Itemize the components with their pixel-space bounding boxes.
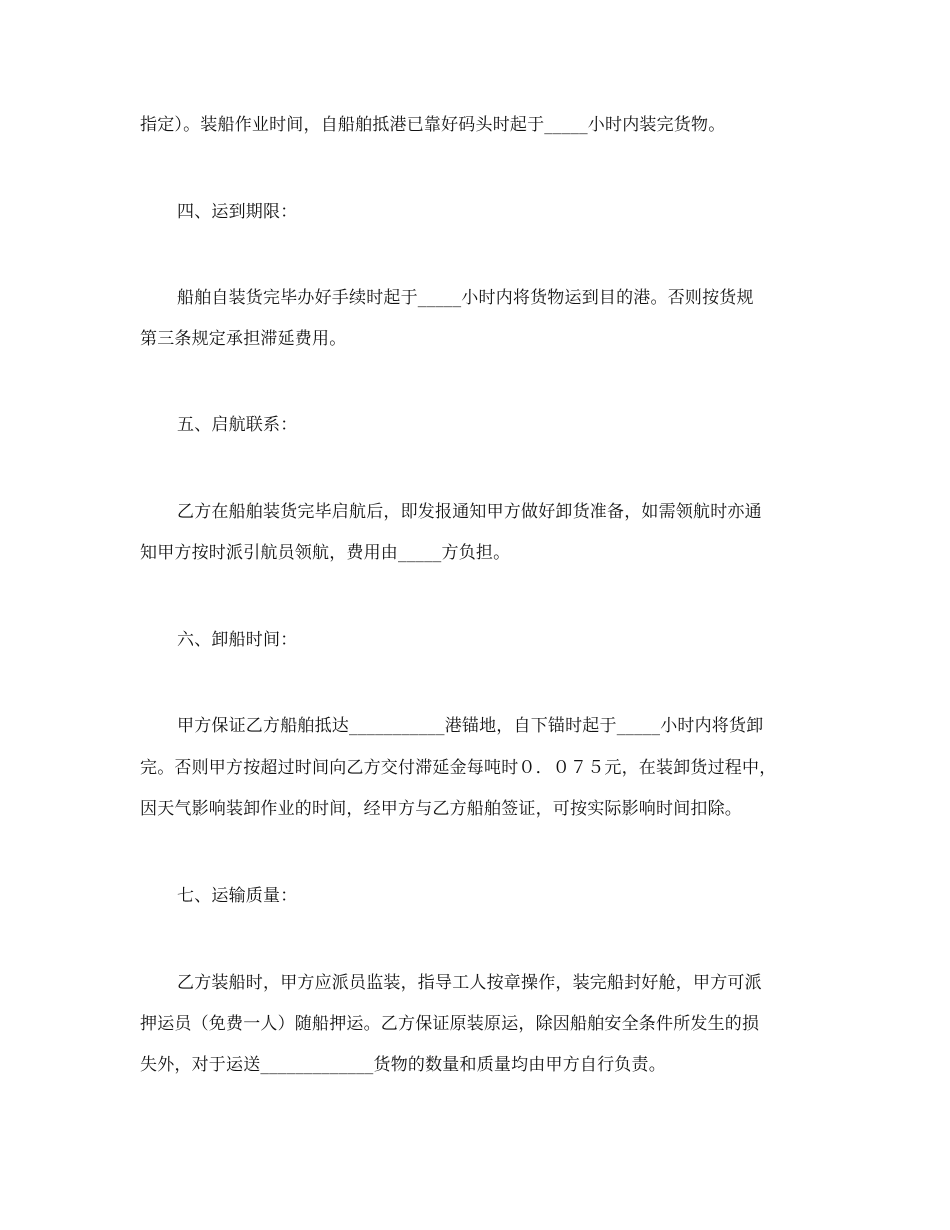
paragraph-line: 甲方保证乙方船舶抵达___________港锚地，自下锚时起于_____小时内将货卸 (177, 716, 764, 736)
paragraph-line: 失外，对于运送_____________货物的数量和质量均由甲方自行负责。 (140, 1055, 666, 1075)
paragraph-line: 乙方在船舶装货完毕启航后，即发报通知甲方做好卸货准备，如需领航时亦通 (177, 502, 762, 522)
paragraph-line: 乙方装船时，甲方应派员监装，指导工人按章操作，装完船封好舱，甲方可派 (177, 973, 762, 993)
paragraph-line: 船舶自装货完毕办好手续时起于_____小时内将货物运到目的港。否则按货规 (177, 288, 754, 308)
paragraph-line: 押运员（免费一人）随船押运。乙方保证原装原运，除因船舶安全条件所发生的损 (140, 1014, 760, 1034)
paragraph-line: 第三条规定承担滞延费用。 (140, 329, 347, 349)
section-heading-departure-contact: 五、启航联系： (177, 415, 298, 435)
section-heading-transport-quality: 七、运输质量： (177, 886, 298, 906)
paragraph-line: 知甲方按时派引航员领航，费用由_____方负担。 (140, 543, 511, 563)
paragraph-line: 完。否则甲方按超过时间向乙方交付滞延金每吨时０．０７５元，在装卸货过程中， (140, 758, 777, 778)
section-heading-unloading-time: 六、卸船时间： (177, 630, 298, 650)
paragraph-line: 指定）。装船作业时间，自船舶抵港已靠好码头时起于_____小时内装完货物。 (140, 115, 726, 135)
paragraph-line: 因天气影响装卸作业的时间，经甲方与乙方船舶签证，可按实际影响时间扣除。 (140, 799, 742, 819)
section-heading-delivery-period: 四、运到期限： (177, 202, 298, 222)
